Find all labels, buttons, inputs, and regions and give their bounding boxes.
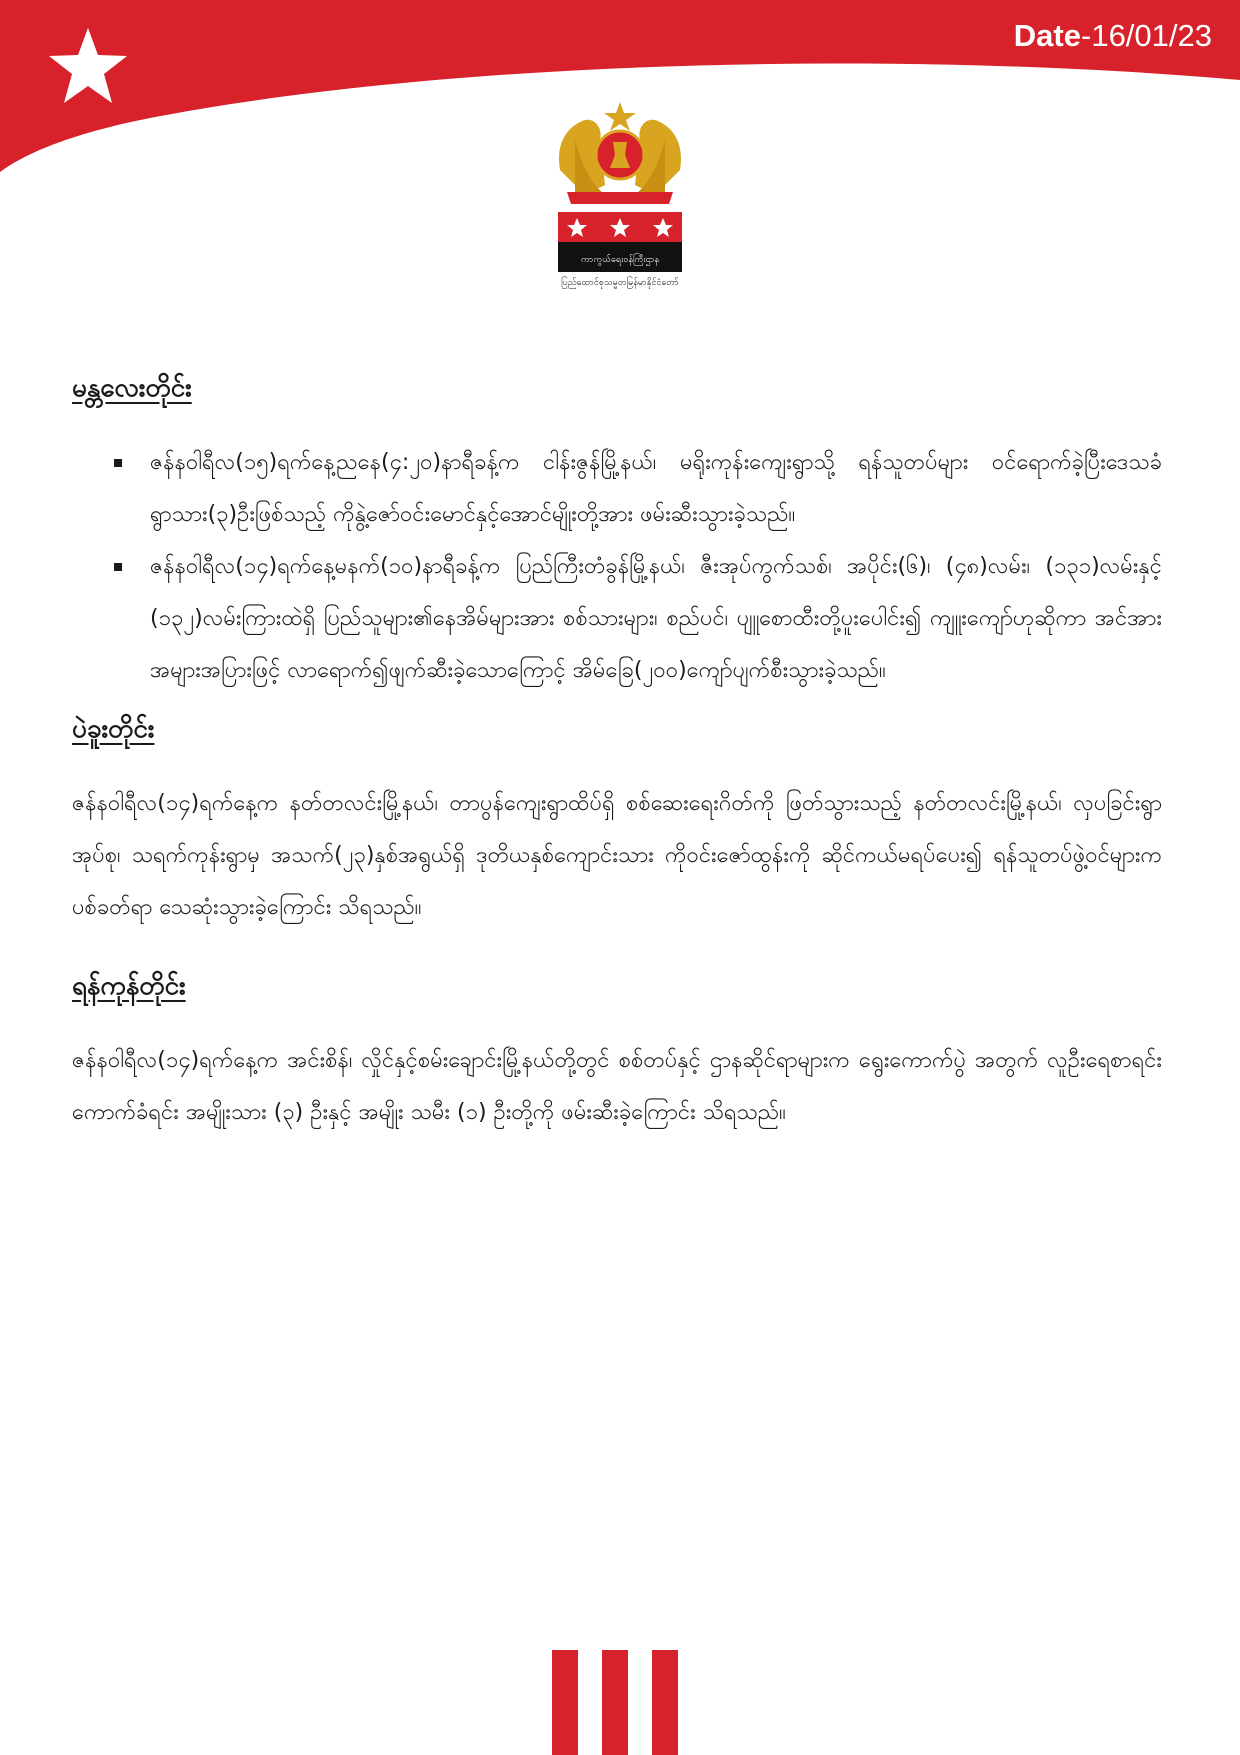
- bullet-item: ဇန်နဝါရီလ(၁၄)ရက်နေ့မနက်(၁၀)နာရီခန့်က ပြည်ကြီးတံခွန်မြို့နယ်၊ ဇီးအုပ်ကွက်သစ်၊ အပိုင်း(၆)၊ (၄၈)လမ်း၊ (၁၃၁)လမ်းနှင့် (၁၃၂)လမ်းကြားထဲရှိ ပြည်သူများ၏နေအိမ်များအား စစ်သားများ၊ စည်ပင်၊ ပျူစောထီးတို့ပူးပေါင်း၍ ကျူးကျော်ဟုဆိုကာ အင်အားအများအပြားဖြင့် လာရောက်၍ဖျက်ဆီးခဲ့သောကြောင့် အိမ်ခြေ(၂၀၀)ကျော်ပျက်စီးသွားခဲ့သည်။: [150, 541, 1162, 697]
- section-paragraph: ဇန်နဝါရီလ(၁၄)ရက်နေ့က အင်းစိန်၊ လှိုင်နှင့်စမ်းချောင်းမြို့နယ်တို့တွင် စစ်တပ်နှင့် ဌာနဆိုင်ရာများက ရွေးကောက်ပွဲ အတွက် လူဦးရေစာရင်းကောက်ခံရင်း အမျိုးသား (၃) ဦးနှင့် အမျိုး သမီး (၁) ဦးတို့ကို ဖမ်းဆီးခဲ့ကြောင်း သိရသည်။: [72, 1048, 1162, 1125]
- state-emblem-icon: [555, 100, 685, 290]
- section-heading: မန္တလေးတိုင်း: [72, 373, 192, 403]
- document-body: [72, 370, 1162, 1173]
- bullet-list: [72, 437, 1162, 697]
- date-value: -16/01/23: [1081, 18, 1212, 53]
- section-heading: ရန်ကုန်တိုင်း: [72, 971, 186, 1001]
- footer-bars-decoration: [552, 1650, 678, 1755]
- emblem-caption: ပြည်ထောင်စုသမ္မတမြန်မာနိုင်ငံတော်: [561, 278, 679, 288]
- section-yangon: [72, 968, 1162, 1139]
- section-bago: [72, 711, 1162, 934]
- section-paragraph: ဇန်နဝါရီလ(၁၄)ရက်နေ့က နတ်တလင်းမြို့နယ်၊ တာပွန်ကျေးရွာထိပ်ရှိ စစ်ဆေးရေးဂိတ်ကို ဖြတ်သွားသည့် နတ်တလင်းမြို့နယ်၊ လှပခြင်းရွာအုပ်စု၊ သရက်ကုန်းရွာမှ အသက်(၂၃)နှစ်အရွယ်ရှိ ဒုတိယနှစ်ကျောင်းသား ကိုဝင်းဇော်ထွန်းကို ဆိုင်ကယ်မရပ်ပေး၍ ရန်သူတပ်ဖွဲ့ဝင်များက ပစ်ခတ်ရာ သေဆုံးသွားခဲ့ကြောင်း သိရသည်။: [72, 791, 1162, 920]
- emblem-band-text: ကာကွယ်ရေးဝန်ကြီးဌာန: [580, 255, 660, 265]
- bullet-item: ဇန်နဝါရီလ(၁၅)ရက်နေ့ညနေ(၄:၂၀)နာရီခန့်က ငါန်းဇွန်မြို့နယ်၊ မရိုးကုန်းကျေးရွာသို့ ရန်သူတပ်များ ဝင်ရောက်ခဲ့ပြီးဒေသခံရွာသား(၃)ဦးဖြစ်သည့် ကိုနွဲ့ဇော်ဝင်းမောင်နှင့်အောင်မျိုးတို့အား ဖမ်းဆီးသွားခဲ့သည်။: [150, 437, 1162, 541]
- date-label: Date: [1013, 18, 1081, 53]
- document-date: [1014, 18, 1212, 54]
- section-heading: ပဲခူးတိုင်း: [72, 714, 155, 744]
- section-mandalay: [72, 370, 1162, 697]
